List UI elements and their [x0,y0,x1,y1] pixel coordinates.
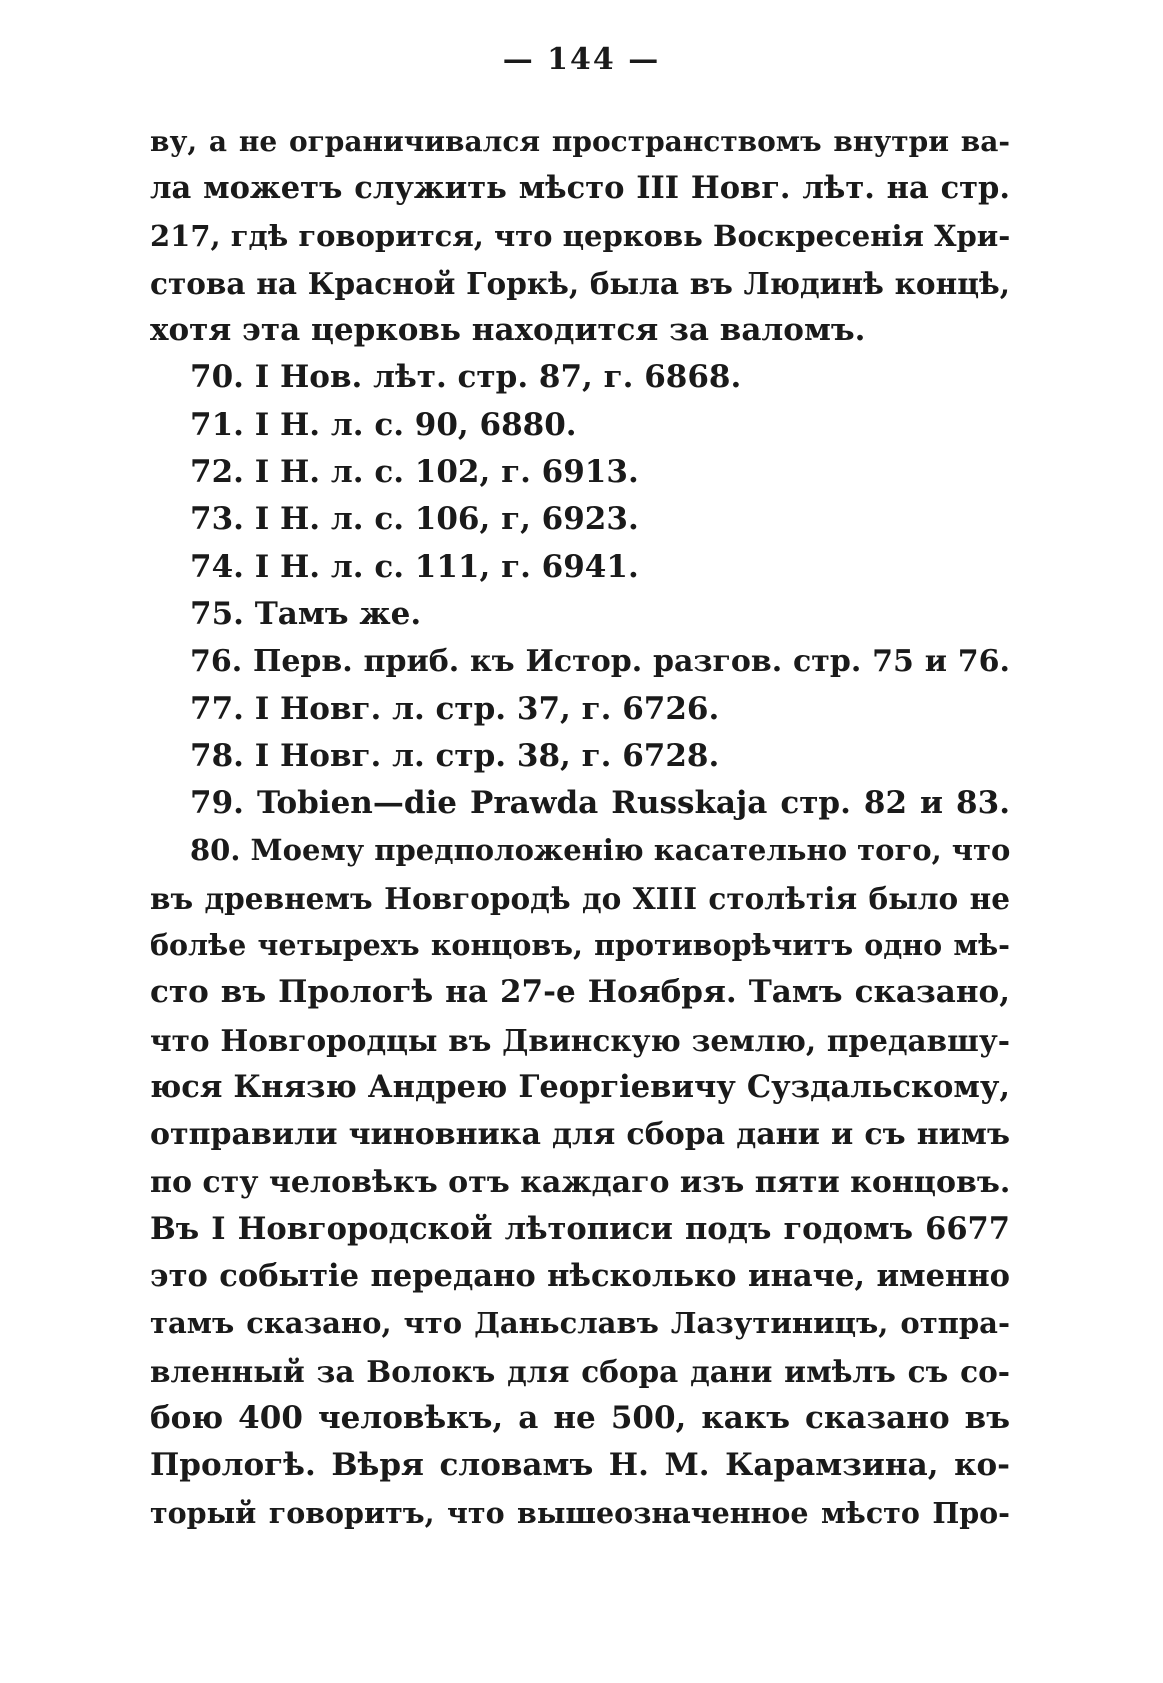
footnote-72: 72. I Н. л. с. 102, г. 6913. [190,454,639,491]
footnote-79: 79. Tobien—die Prawda Russkaja стр. 82 и 83. [190,785,1010,822]
text-line: тамъ сказано, что Даньславъ Лазутиницъ, отпра- [150,1306,1010,1341]
footnote-70: 70. I Нов. лѣт. стр. 87, г. 6868. [190,359,742,396]
page-number: — 144 — [502,42,661,77]
text-line: это событіе передано нѣсколько иначе, именно [150,1258,1010,1295]
text-line: по сту человѣкъ отъ каждаго изъ пяти концовъ. [150,1164,1010,1200]
text-line: ву, а не ограничивался пространствомъ внутри ва- [150,125,1010,158]
text-line: хотя эта церковь находится за валомъ. [150,312,866,349]
text-line: Въ I Новгородской лѣтописи подъ годомъ 6677 [150,1210,1010,1247]
footnote-78: 78. I Новг. л. стр. 38, г. 6728. [190,737,720,774]
footnotes-text [150,118,1010,1537]
text-line: торый говоритъ, что вышеозначенное мѣсто Про- [150,1495,1010,1530]
text-line: стова на Красной Горкѣ, была въ Людинѣ концѣ, [150,265,1010,301]
text-line: Прологѣ. Вѣря словамъ Н. М. Карамзина, ко- [150,1447,1010,1484]
text-line: ла можетъ служить мѣсто III Новг. лѣт. на стр. [150,170,1010,207]
text-line: юся Князю Андрею Георгіевичу Суздальскому, [150,1068,1010,1105]
footnote-73: 73. I Н. л. с. 106, г, 6923. [190,501,639,538]
text-line: вленный за Волокъ для сбора дани имѣлъ съ со- [150,1353,1010,1389]
text-line: бою 400 человѣкъ, а не 500, какъ сказано въ [150,1400,1010,1437]
text-line: въ древнемъ Новгородѣ до XIII столѣтія было не [150,880,1010,916]
footnote-76: 76. Перв. приб. къ Истор. разгов. стр. 75 и 76. [190,644,1010,680]
footnote-75: 75. Тамъ же. [190,595,422,632]
footnote-77: 77. I Новг. л. стр. 37, г. 6726. [190,690,720,727]
text-line: болѣе четырехъ концовъ, противорѣчитъ одно мѣ- [150,928,1010,963]
footnote-74: 74. I Н. л. с. 111, г. 6941. [190,548,639,585]
footnote-71: 71. I Н. л. с. 90, 6880. [190,406,577,443]
text-line: отправили чиновника для сбора дани и съ нимъ [150,1117,1010,1153]
text-line: что Новгородцы въ Двинскую землю, предавшу- [150,1022,1010,1058]
text-line: сто въ Прологѣ на 27-е Ноября. Тамъ сказано, [150,974,1010,1011]
footnote-80: 80. Моему предположенію касательно того, что [190,833,1010,868]
text-line: 217, гдѣ говорится, что церковь Воскресенія Хри- [150,218,1010,253]
